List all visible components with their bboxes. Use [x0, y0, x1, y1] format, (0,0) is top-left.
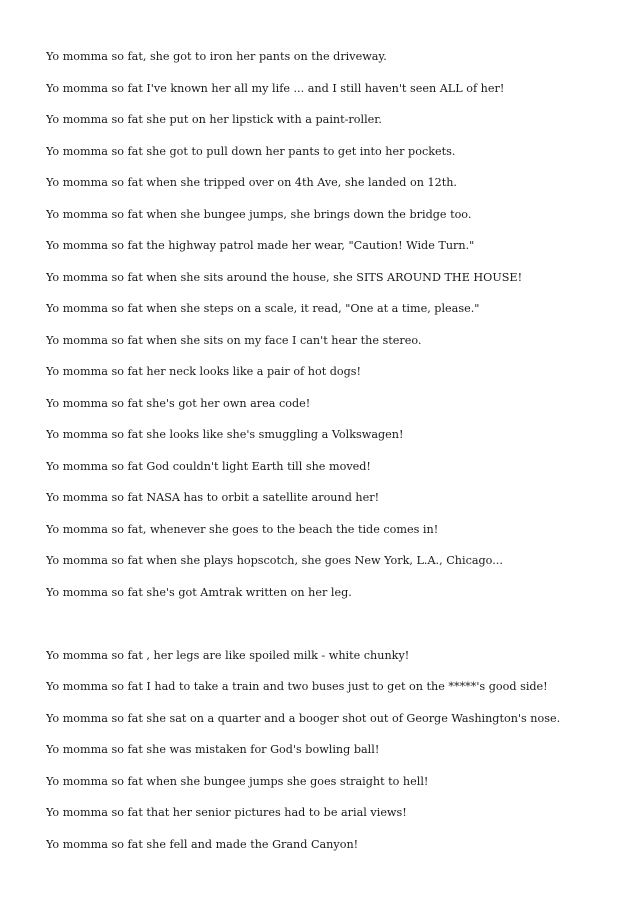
joke-line: Yo momma so fat when she bungee jumps she goes straight to hell! — [46, 774, 429, 788]
joke-line: Yo momma so fat she fell and made the Grand Canyon! — [46, 837, 359, 851]
joke-line: Yo momma so fat she's got Amtrak written on her leg. — [46, 585, 352, 599]
joke-line: Yo momma so fat her neck looks like a pair of hot dogs! — [46, 365, 362, 378]
joke-line: Yo momma so fat the highway patrol made her wear, "Caution! Wide Turn." — [46, 239, 475, 252]
joke-line: Yo momma so fat, she got to iron her pants on the driveway. — [46, 50, 387, 63]
joke-line: Yo momma so fat NASA has to orbit a satellite around her! — [46, 491, 380, 504]
joke-line: Yo momma so fat she got to pull down her pants to get into her pockets. — [46, 144, 456, 158]
joke-line: Yo momma so fat when she tripped over on 4th Ave, she landed on 12th. — [46, 176, 457, 189]
joke-line: Yo momma so fat she put on her lipstick with a paint-roller. — [46, 113, 382, 126]
joke-line: Yo momma so fat she looks like she's smuggling a Volkswagen! — [46, 428, 404, 441]
joke-line: Yo momma so fat that her senior pictures had to be arial views! — [46, 806, 407, 819]
joke-line: Yo momma so fat when she sits around the house, she SITS AROUND THE HOUSE! — [46, 270, 523, 284]
joke-line: Yo momma so fat when she bungee jumps, she brings down the bridge too. — [46, 207, 472, 221]
joke-list — [46, 48, 606, 867]
joke-line: Yo momma so fat she sat on a quarter and a booger shot out of George Washington's nose. — [46, 711, 561, 725]
joke-line: Yo momma so fat when she sits on my face I can't hear the stereo. — [46, 333, 422, 347]
joke-line: Yo momma so fat when she plays hopscotch, she goes New York, L.A., Chicago... — [46, 554, 503, 567]
joke-line: Yo momma so fat she's got her own area code! — [46, 396, 311, 410]
joke-line: Yo momma so fat I had to take a train and two buses just to get on the *****'s good side! — [46, 680, 548, 693]
joke-line: Yo momma so fat I've known her all my life ... and I still haven't seen ALL of her! — [46, 81, 505, 95]
joke-line: Yo momma so fat, whenever she goes to the beach the tide comes in! — [46, 522, 439, 536]
joke-line: Yo momma so fat when she steps on a scale, it read, "One at a time, please." — [46, 302, 480, 315]
joke-line: Yo momma so fat she was mistaken for God's bowling ball! — [46, 743, 380, 756]
joke-line: Yo momma so fat God couldn't light Earth till she moved! — [46, 459, 371, 473]
joke-line: Yo momma so fat , her legs are like spoiled milk - white chunky! — [46, 648, 410, 662]
